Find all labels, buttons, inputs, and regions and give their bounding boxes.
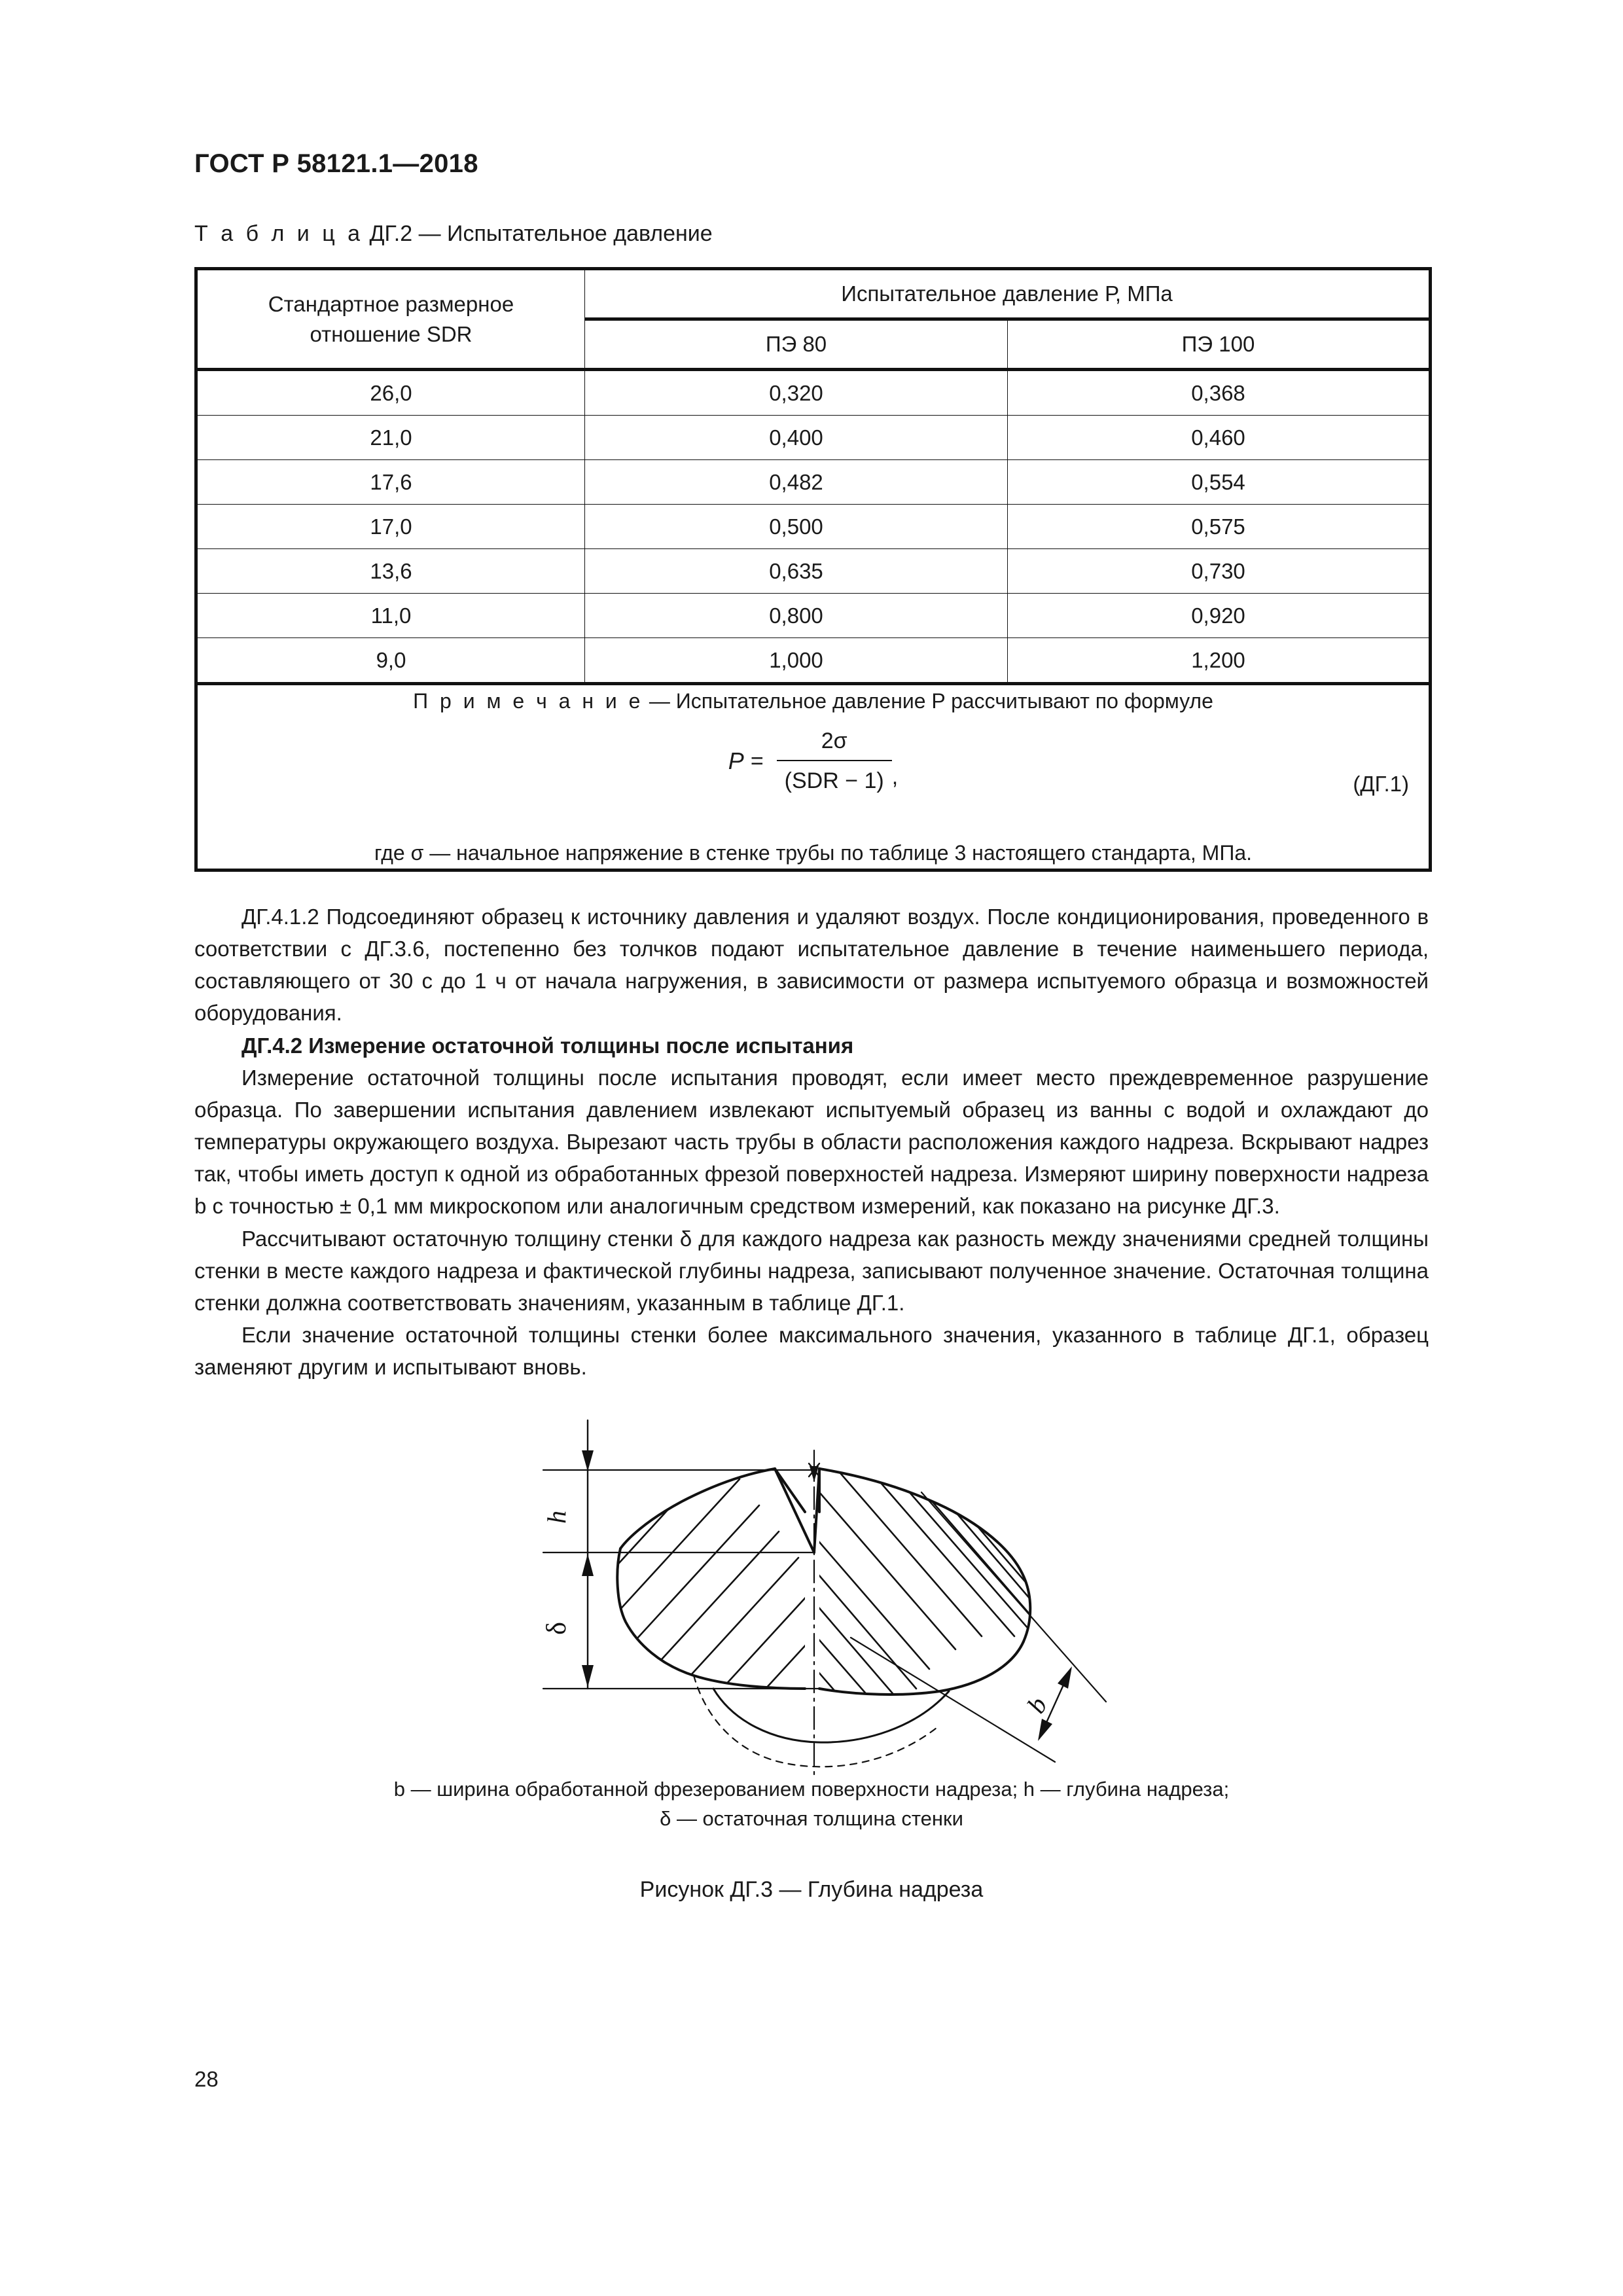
note-text: — Испытательное давление P рассчитывают по формуле bbox=[649, 689, 1213, 713]
table-row bbox=[196, 549, 1431, 594]
header-cell-pe80: ПЭ 80 bbox=[585, 319, 1008, 370]
header-sdr-line1: Стандартное размерное bbox=[268, 291, 514, 316]
paragraph-replacement: Если значение остаточной толщины стенки более максимального значения, указанного в таблице ДГ.1, образец заменяют другим и испытывают вновь. bbox=[194, 1323, 1429, 1380]
cell-sdr: 9,0 bbox=[196, 638, 585, 684]
header-sdr-line2: отношение SDR bbox=[310, 321, 473, 346]
notch-depth-drawing bbox=[497, 1414, 1191, 1780]
figure-caption bbox=[194, 1775, 1429, 1834]
formula-trailing-comma: , bbox=[891, 764, 899, 789]
table-dg2-wrapper bbox=[194, 267, 1429, 872]
cell-pe80: 0,320 bbox=[585, 370, 1008, 416]
standard-header: ГОСТ Р 58121.1—2018 bbox=[194, 149, 478, 178]
table-note-cell bbox=[196, 684, 1431, 870]
formula-equals: = bbox=[750, 748, 764, 774]
figure-label-h: h bbox=[542, 1511, 571, 1524]
note-title: П р и м е ч а н и е bbox=[413, 689, 643, 713]
cell-sdr: 21,0 bbox=[196, 416, 585, 460]
cell-pe80: 0,500 bbox=[585, 505, 1008, 549]
table-row bbox=[196, 505, 1431, 549]
paragraph-measurement: Измерение остаточной толщины после испытания проводят, если имеет место преждевременное разрушение образца. По завершении испытания давлением извлекают испытуемый образец из ванны с водой и охлаждают до температуры окружающего воздуха. Вырезают часть трубы в области расположения каждого надреза. Вскрывают надрез так, чтобы иметь доступ к одной из обработанных фрезой поверхностей надреза. Измеряют ширину поверхности надреза b с точностью ± 0,1 мм микроскопом или аналогичным средством измерений, как показано на рисунке ДГ.3. bbox=[194, 1065, 1429, 1219]
figure-dg3 bbox=[497, 1414, 1191, 1780]
cell-pe80: 0,482 bbox=[585, 460, 1008, 505]
formula-lhs: P bbox=[728, 747, 744, 774]
figure-label-b: b bbox=[1021, 1691, 1053, 1719]
figure-label-delta: δ bbox=[542, 1622, 572, 1635]
formula-dg1-block bbox=[198, 721, 1429, 831]
cell-pe80: 0,635 bbox=[585, 549, 1008, 594]
body-text-block bbox=[194, 901, 1429, 1383]
figure-caption-line1: b — ширина обработанной фрезерованием поверхности надреза; h — глубина надреза; bbox=[393, 1778, 1230, 1801]
page-number: 28 bbox=[194, 2067, 219, 2091]
table-note-row bbox=[196, 684, 1431, 870]
header-cell-pressure-group: Испытательное давление Р, МПа bbox=[585, 269, 1431, 319]
formula-denominator: (SDR − 1) bbox=[784, 768, 884, 793]
paragraph-dg-4-1-2: ДГ.4.1.2 Подсоединяют образец к источнику давления и удаляют воздух. После кондиционирования, проведенного в соответствии с ДГ.3.6, постепенно без толчков подают испытательное давление в течение наименьшего периода, составляющего от 30 с до 1 ч от начала нагружения, в зависимости от размера испытуемого образца и возможностей оборудования. bbox=[194, 905, 1429, 1026]
note-headline bbox=[198, 685, 1429, 717]
cell-sdr: 13,6 bbox=[196, 549, 585, 594]
figure-title: Рисунок ДГ.3 — Глубина надреза bbox=[639, 1877, 984, 1902]
table-row bbox=[196, 416, 1431, 460]
note-where-clause: где σ — начальное напряжение в стенке трубы по таблице 3 настоящего стандарта, МПа. bbox=[374, 841, 1252, 865]
formula-number: (ДГ.1) bbox=[1353, 772, 1410, 796]
cell-pe100: 0,460 bbox=[1008, 416, 1431, 460]
cell-pe100: 0,575 bbox=[1008, 505, 1431, 549]
table-row bbox=[196, 370, 1431, 416]
table-caption-label: Т а б л и ц а bbox=[194, 221, 364, 246]
formula-numerator: 2σ bbox=[777, 725, 892, 761]
cell-sdr: 26,0 bbox=[196, 370, 585, 416]
table-dg2 bbox=[194, 267, 1432, 872]
formula-dg1 bbox=[198, 725, 1429, 798]
cell-pe100: 0,554 bbox=[1008, 460, 1431, 505]
heading-dg-4-2: ДГ.4.2 Измерение остаточной толщины после испытания bbox=[241, 1033, 854, 1058]
cell-pe100: 1,200 bbox=[1008, 638, 1431, 684]
cell-pe100: 0,368 bbox=[1008, 370, 1431, 416]
table-row bbox=[196, 460, 1431, 505]
formula-fraction bbox=[777, 725, 892, 798]
table-row bbox=[196, 594, 1431, 638]
table-caption bbox=[194, 221, 713, 247]
cell-pe100: 0,730 bbox=[1008, 549, 1431, 594]
table-row bbox=[196, 638, 1431, 684]
cell-sdr: 17,0 bbox=[196, 505, 585, 549]
cell-pe80: 0,800 bbox=[585, 594, 1008, 638]
paragraph-calculation: Рассчитывают остаточную толщину стенки δ для каждого надреза как разность между значениями средней толщины стенки в месте каждого надреза и фактической глубины надреза, записывают полученное значение. Остаточная толщина стенки должна соответствовать значениям, указанным в таблице ДГ.1. bbox=[194, 1226, 1429, 1315]
cell-pe80: 1,000 bbox=[585, 638, 1008, 684]
header-cell-sdr bbox=[196, 269, 585, 370]
cell-pe100: 0,920 bbox=[1008, 594, 1431, 638]
cell-pe80: 0,400 bbox=[585, 416, 1008, 460]
cell-sdr: 11,0 bbox=[196, 594, 585, 638]
table-caption-text: ДГ.2 — Испытательное давление bbox=[369, 221, 713, 246]
header-cell-pe100: ПЭ 100 bbox=[1008, 319, 1431, 370]
table-header-row-1 bbox=[196, 269, 1431, 319]
figure-caption-line2: δ — остаточная толщина стенки bbox=[660, 1806, 963, 1830]
cell-sdr: 17,6 bbox=[196, 460, 585, 505]
